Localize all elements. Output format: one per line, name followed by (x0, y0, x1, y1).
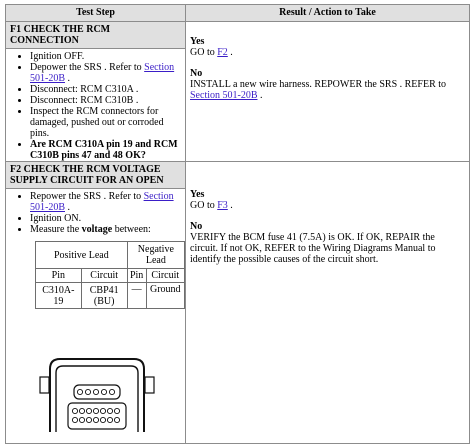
step2-yes-label: Yes (190, 189, 205, 200)
step2-item-ignition-on: • Ignition ON. (30, 213, 185, 224)
step1-yes-label: Yes (190, 36, 205, 47)
step1-go-link[interactable]: F2 (217, 47, 228, 58)
step2-item-repower: • Repower the SRS . Refer to Section 501-20B . (30, 191, 185, 213)
pos-pin-value: C310A-19 (36, 283, 82, 309)
neg-pin-value: — (127, 283, 146, 309)
step1-no-section-link[interactable]: Section 501-20B (190, 90, 258, 101)
neg-circuit-value: Ground (146, 283, 184, 309)
step2-title: F2 CHECK THE RCM VOLTAGE SUPPLY CIRCUIT FOR AN OPEN (6, 162, 185, 189)
step1-cell (6, 22, 186, 162)
step1-item-question: • Are RCM C310A pin 19 and RCM C310B pins 47 and 48 OK? (30, 139, 185, 161)
pos-circuit-value: CBP41 (BU) (81, 283, 127, 309)
neg-pin-header: Pin (127, 269, 146, 283)
step1-result-cell (186, 22, 470, 162)
step1-section-link[interactable]: Section 501-20B (30, 62, 175, 84)
step2-list (6, 191, 185, 235)
step2-item-measure: • Measure the voltage between: (30, 224, 185, 235)
step1-no-action: INSTALL a new wire harness. REPOWER the SRS . REFER to Section 501-20B . (190, 79, 447, 101)
step1-item-ignition-off: • Ignition OFF. (30, 51, 185, 62)
step2-go-link[interactable]: F3 (217, 200, 228, 211)
step1-title: F1 CHECK THE RCM CONNECTION (6, 22, 185, 49)
positive-lead-header: Positive Lead (36, 242, 128, 269)
step2-result-cell (186, 162, 470, 444)
step2-no-label: No (190, 221, 203, 232)
step1-item-depower: • Depower the SRS . Refer to Section 501-20B . (30, 62, 185, 84)
step1-item-disconnect-b: • Disconnect: RCM C310B . (30, 95, 185, 106)
lead-table (35, 241, 185, 309)
step2-no-action: VERIFY the BCM fuse 41 (7.5A) is OK. If OK, REPAIR the circuit. If not OK, REFER to the Wiring Diagrams Manual to identify the possible causes of the circuit short. (190, 232, 436, 265)
step1-item-disconnect-a: • Disconnect: RCM C310A . (30, 84, 185, 95)
step2-yes-action: GO to F3 . (190, 200, 233, 211)
step1-list (6, 51, 185, 161)
negative-lead-header: Negative Lead (127, 242, 184, 269)
header-test-step: Test Step (6, 5, 186, 22)
step2-section-link[interactable]: Section 501-20B (30, 191, 174, 213)
header-result-action: Result / Action to Take (186, 5, 470, 22)
step1-item-inspect: • Inspect the RCM connectors for damaged, pushed out or corroded pins. (30, 106, 185, 139)
neg-circuit-header: Circuit (146, 269, 184, 283)
step1-yes-action: GO to F2 . (190, 47, 233, 58)
connector-diagram (38, 357, 156, 432)
step1-no-label: No (190, 68, 203, 79)
pos-pin-header: Pin (36, 269, 82, 283)
pos-circuit-header: Circuit (81, 269, 127, 283)
